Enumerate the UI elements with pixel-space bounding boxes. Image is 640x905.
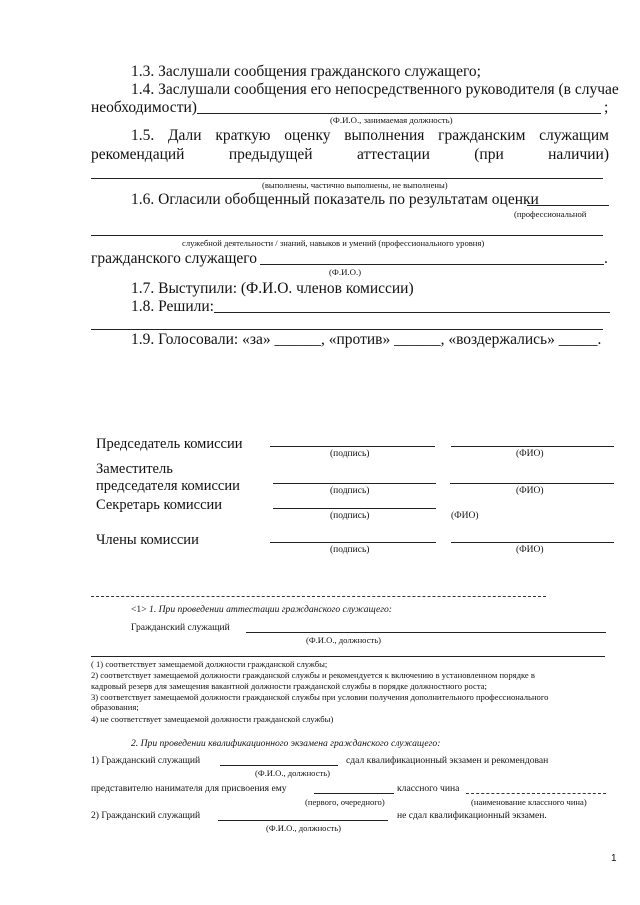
word: аттестации xyxy=(356,146,430,163)
word: выполнения xyxy=(344,127,425,144)
sign-caption: (подпись) xyxy=(330,511,370,521)
fill-line[interactable] xyxy=(314,793,394,794)
word: предыдущей xyxy=(228,146,313,163)
members-label: Члены комиссии xyxy=(96,532,199,548)
civil-servant-label: Гражданский служащий xyxy=(131,622,230,633)
caption-service-activity: служебной деятельности / знаний, навыков и умений (профессионального уровня) xyxy=(182,238,485,248)
period: . xyxy=(604,250,608,267)
footnote-item-2: 2. При проведении квалификационного экзамена гражданского служащего: xyxy=(131,738,441,749)
fio-line[interactable] xyxy=(451,542,614,543)
caption-professional: (профессиональной xyxy=(514,209,587,219)
footnote-marker: <1> xyxy=(131,604,147,615)
exam2-caption: (Ф.И.О., должность) xyxy=(266,823,342,833)
exam1-line2a: представителю нанимателя для присвоения ему xyxy=(91,783,287,794)
fio-caption: (ФИО) xyxy=(451,511,479,521)
signature-line[interactable] xyxy=(273,508,436,509)
word: краткую xyxy=(215,127,271,144)
exam1-caption2a: (первого, очередного) xyxy=(305,797,385,807)
sign-caption: (подпись) xyxy=(330,449,370,459)
option-line: ( 1) соответствует замещаемой должности гражданской службы; xyxy=(91,659,328,669)
page-number: 1 xyxy=(611,853,617,864)
item-1-6: 1.6. Огласили обобщенный показатель по результатам оценки xyxy=(131,191,539,208)
exam2-label: 2) Гражданский служащий xyxy=(91,810,201,821)
fill-line[interactable] xyxy=(220,765,338,766)
fill-line[interactable] xyxy=(214,312,610,313)
fill-line[interactable] xyxy=(91,329,603,330)
word: гражданским xyxy=(438,127,526,144)
sign-caption: (подпись) xyxy=(330,486,370,496)
item-1-7: 1.7. Выступили: (Ф.И.О. членов комиссии) xyxy=(131,280,414,297)
footnote-separator xyxy=(91,596,546,597)
fio-caption: (ФИО) xyxy=(516,449,544,459)
option-line: 3) соответствует замещаемой должности гражданской службы при условии получения дополнительного профессионального xyxy=(91,692,549,702)
signature-line[interactable] xyxy=(270,542,436,543)
item-1-6-line3: гражданского служащего xyxy=(91,250,258,267)
fill-line[interactable] xyxy=(246,632,606,633)
fill-line[interactable] xyxy=(466,793,606,794)
item-1-5-line1 xyxy=(131,127,609,145)
footnote-heading-1 xyxy=(131,604,392,615)
item-1-5-line2 xyxy=(91,146,609,164)
fill-line[interactable] xyxy=(91,656,605,657)
exam1-line2b: классного чина xyxy=(397,783,460,794)
word: оценку xyxy=(284,127,331,144)
chairman-label: Председатель комиссии xyxy=(96,436,243,452)
fill-line[interactable] xyxy=(197,113,601,114)
fill-line[interactable] xyxy=(91,235,603,236)
caption-fio: (Ф.И.О.) xyxy=(329,267,362,277)
word: Дали xyxy=(167,127,202,144)
option-line: образования; xyxy=(91,702,139,712)
fill-line[interactable] xyxy=(260,264,604,265)
exam2-text: не сдал квалификационный экзамен. xyxy=(397,810,547,821)
fio-caption: (ФИО) xyxy=(516,486,544,496)
word: служащим xyxy=(539,127,609,144)
exam1-label: 1) Гражданский служащий xyxy=(91,755,201,766)
item-1-4-line2: необходимости) xyxy=(91,99,197,116)
item-1-4-line1: 1.4. Заслушали сообщения его непосредственного руководителя (в случае xyxy=(131,81,619,98)
item-1-3: 1.3. Заслушали сообщения гражданского служащего; xyxy=(131,63,481,80)
fill-line[interactable] xyxy=(91,178,603,179)
fill-line[interactable] xyxy=(218,820,388,821)
secretary-label: Секретарь комиссии xyxy=(96,497,223,513)
fio-caption: (ФИО) xyxy=(516,545,544,555)
exam1-text: сдал квалификационный экзамен и рекомендован xyxy=(346,755,549,766)
word: наличии) xyxy=(548,146,609,163)
sign-caption: (подпись) xyxy=(330,545,370,555)
fio-line[interactable] xyxy=(451,446,614,447)
word: рекомендаций xyxy=(91,146,185,163)
footnote-item-1: 1. При проведении аттестации гражданского служащего: xyxy=(149,604,392,615)
signature-line[interactable] xyxy=(270,446,435,447)
semicolon: ; xyxy=(604,99,609,116)
caption-fulfilled: (выполнены, частично выполнены, не выполнены) xyxy=(262,180,448,190)
option-line: кадровый резерв для замещения вакантной должности гражданской службы в порядке должностного роста; xyxy=(91,681,487,691)
deputy-label-1: Заместитель xyxy=(96,461,173,477)
exam1-caption2b: (наименование классного чина) xyxy=(471,797,587,807)
item-1-8: 1.8. Решили: xyxy=(131,298,214,315)
exam1-caption: (Ф.И.О., должность) xyxy=(255,768,331,778)
item-1-9: 1.9. Голосовали: «за» ______, «против» ______, «воздержались» _____. xyxy=(131,331,602,348)
option-line: 4) не соответствует замещаемой должности гражданской службы) xyxy=(91,714,334,724)
word: 1.5. xyxy=(131,127,155,144)
word: (при xyxy=(474,146,504,163)
fill-line[interactable] xyxy=(527,205,609,206)
option-line: 2) соответствует замещаемой должности гражданской службы и рекомендуется к включению в установленном порядке в xyxy=(91,670,535,680)
fio-line[interactable] xyxy=(450,483,614,484)
caption-fio-position: (Ф.И.О., занимаемая должность) xyxy=(330,115,453,125)
caption-fio-position: (Ф.И.О., должность) xyxy=(306,635,382,645)
signature-line[interactable] xyxy=(273,483,436,484)
deputy-label-2: председателя комиссии xyxy=(96,478,240,494)
